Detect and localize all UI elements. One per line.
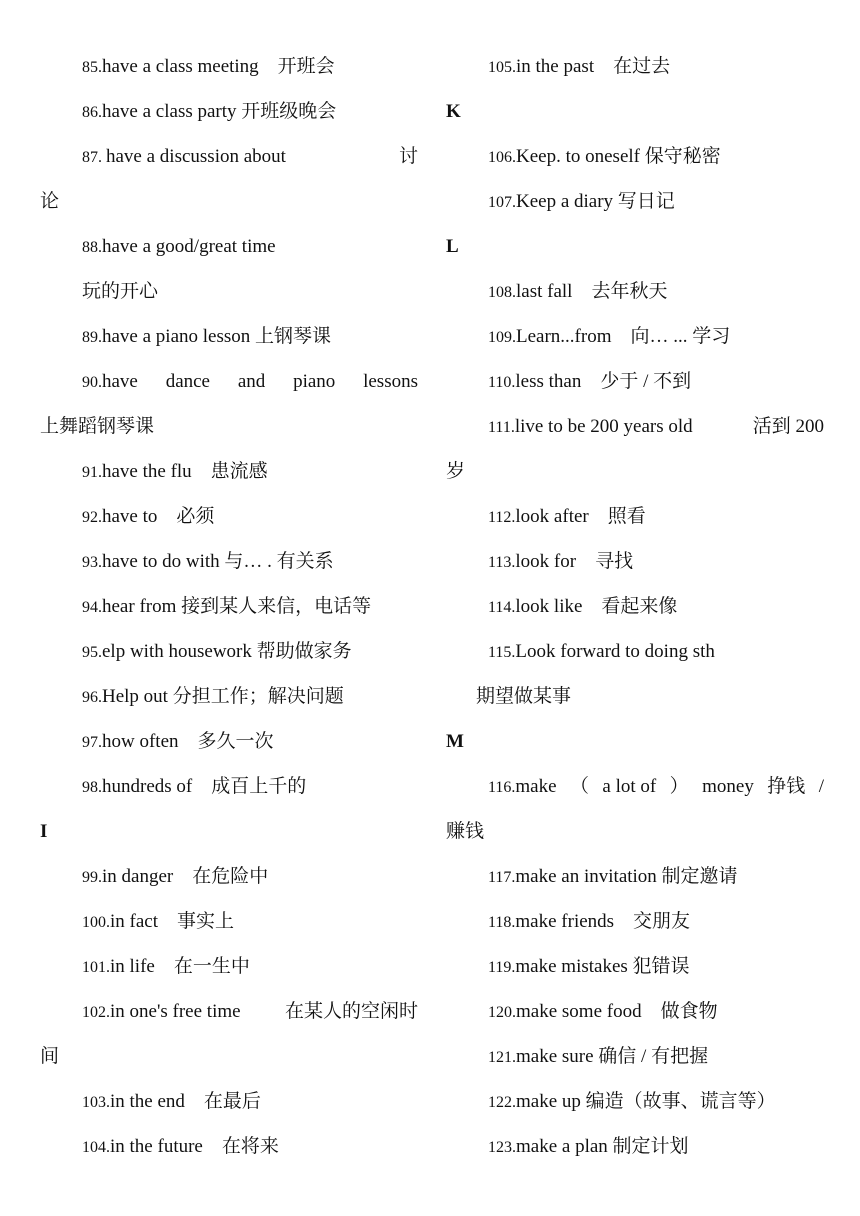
entry-text: in fact 事实上 [110, 911, 235, 932]
entry-word: piano [293, 371, 336, 392]
section-heading: L [446, 236, 459, 257]
entry-number: 106. [488, 149, 516, 166]
entry-continuation: 论 [40, 191, 60, 212]
entry-number: 86. [82, 104, 102, 121]
entry-number: 102. [82, 1004, 110, 1021]
phrase-entry [446, 944, 824, 989]
entry-text: make sure 确信 / 有把握 [516, 1046, 709, 1067]
entry-text: make friends 交朋友 [515, 911, 691, 932]
entry-text: make some food 做食物 [516, 1001, 718, 1022]
phrase-entry [446, 179, 824, 224]
entry-text: live to be 200 years old [514, 416, 693, 437]
entry-text: Keep. to oneself 保守秘密 [516, 146, 721, 167]
entry-text: last fall 去年秋天 [516, 281, 668, 302]
entry-number: 119. [488, 959, 516, 976]
entry-text: make a plan 制定计划 [516, 1136, 689, 1157]
phrase-entry [446, 134, 824, 179]
phrase-entry [40, 449, 418, 494]
phrase-entry [40, 899, 418, 944]
entry-text: have to do with 与… . 有关系 [102, 551, 334, 572]
section-heading: K [446, 101, 461, 122]
entry-text: make up 编造（故事、谎言等） [516, 1091, 776, 1112]
phrase-entry [40, 584, 418, 629]
entry-main [488, 404, 693, 449]
phrase-entry [40, 134, 418, 179]
phrase-entry [446, 989, 824, 1034]
section-heading: M [446, 731, 464, 752]
entry-number: 109. [488, 329, 516, 346]
entry-number: 89. [82, 329, 102, 346]
entry-number: 105. [488, 59, 516, 76]
entry-number: 107. [488, 194, 516, 211]
entry-continuation: 玩的开心 [82, 281, 159, 302]
entry-continuation: 上舞蹈钢琴课 [40, 416, 155, 437]
entry-text: make mistakes 犯错误 [515, 956, 690, 977]
phrase-entry [40, 854, 418, 899]
entry-number: 98. [82, 779, 102, 796]
entry-word: have [102, 371, 138, 392]
entry-continuation: 岁 [446, 461, 466, 482]
phrase-entry [40, 764, 418, 809]
phrase-entry [446, 314, 824, 359]
entry-text: have a class meeting 开班会 [102, 56, 335, 77]
entry-word: dance [165, 371, 210, 392]
entry-number: 85. [82, 59, 102, 76]
entry-number: 112. [488, 509, 516, 526]
entry-number: 115. [488, 644, 516, 661]
entry-number: 94. [82, 599, 102, 616]
phrase-entry [40, 224, 418, 269]
phrase-entry [40, 1079, 418, 1124]
phrase-entry [40, 629, 418, 674]
entry-number: 88. [82, 239, 102, 256]
entry-text: in danger 在危险中 [102, 866, 269, 887]
entry-number: 118. [488, 914, 516, 931]
entry-meaning: 在某人的空闲时 [284, 1001, 418, 1022]
phrase-entry [40, 359, 418, 404]
entry-number: 87. [82, 149, 106, 166]
entry-number: 110. [488, 374, 516, 391]
phrase-entry [446, 1124, 824, 1169]
entry-word: make [515, 776, 557, 797]
entry-number: 123. [488, 1139, 516, 1156]
phrase-entry [40, 1124, 418, 1169]
entry-number: 103. [82, 1094, 110, 1111]
phrase-entry [40, 89, 418, 134]
entry-text: less than 少于 / 不到 [515, 371, 692, 392]
entry-continuation: 期望做某事 [476, 686, 572, 707]
entry-text: elp with housework 帮助做家务 [102, 641, 352, 662]
entry-text: Help out 分担工作；解决问题 [102, 686, 344, 707]
entry-number: 101. [82, 959, 110, 976]
entry-number: 95. [82, 644, 102, 661]
entry-number: 96. [82, 689, 102, 706]
entry-text: in the future 在将来 [110, 1136, 279, 1157]
entry-main [82, 134, 286, 179]
entry-text: look for 寻找 [515, 551, 634, 572]
entry-main [82, 359, 138, 404]
phrase-entry [40, 44, 418, 89]
phrase-entry [40, 989, 418, 1034]
entry-text: look after 照看 [515, 506, 646, 527]
entry-number: 99. [82, 869, 102, 886]
phrase-entry [446, 269, 824, 314]
entry-number: 108. [488, 284, 516, 301]
entry-number: 116. [488, 779, 516, 796]
phrase-entry [40, 314, 418, 359]
entry-text: in one's free time [110, 1001, 241, 1022]
entry-text: Keep a diary 写日记 [516, 191, 675, 212]
entry-word: and [237, 371, 266, 392]
phrase-entry [446, 764, 824, 809]
entry-number: 122. [488, 1094, 516, 1111]
entry-text: how often 多久一次 [102, 731, 274, 752]
section-heading: I [40, 821, 48, 842]
entry-number: 104. [82, 1139, 110, 1156]
entry-number: 92. [82, 509, 102, 526]
entry-number: 111. [488, 419, 515, 436]
entry-number: 117. [488, 869, 516, 886]
entry-text: look like 看起来像 [515, 596, 678, 617]
entry-text: have the flu 患流感 [102, 461, 268, 482]
entry-text: in the past 在过去 [516, 56, 671, 77]
entry-continuation: 赚钱 [446, 821, 485, 842]
phrase-entry [446, 359, 824, 404]
entry-number: 93. [82, 554, 102, 571]
entry-main [488, 764, 557, 809]
entry-text: in the end 在最后 [110, 1091, 261, 1112]
entry-word: ） [669, 776, 689, 797]
entry-meaning: 讨 [398, 146, 418, 167]
entry-text: have a discussion about [106, 146, 286, 167]
entry-word: a lot of [602, 776, 657, 797]
phrase-entry [446, 494, 824, 539]
entry-meaning: 活到 200 [752, 416, 824, 437]
entry-text: hear from 接到某人来信，电话等 [102, 596, 372, 617]
phrase-entry [446, 854, 824, 899]
phrase-entry [40, 539, 418, 584]
entry-text: have a class party 开班级晚会 [102, 101, 337, 122]
entry-number: 114. [488, 599, 516, 616]
phrase-entry [446, 1079, 824, 1124]
entry-number: 100. [82, 914, 110, 931]
phrase-entry [446, 584, 824, 629]
phrase-entry [40, 674, 418, 719]
entry-number: 113. [488, 554, 516, 571]
entry-main [82, 989, 241, 1034]
phrase-entry [446, 539, 824, 584]
phrase-entry [40, 494, 418, 539]
phrase-entry [446, 44, 824, 89]
right-column [446, 44, 824, 1169]
entry-word: （ [569, 776, 589, 797]
phrase-entry [40, 944, 418, 989]
entry-text: Learn...from 向… ... 学习 [516, 326, 731, 347]
entry-text: have a piano lesson 上钢琴课 [102, 326, 332, 347]
entry-text: Look forward to doing sth [515, 641, 715, 662]
entry-word: 挣钱 [767, 776, 806, 797]
entry-number: 90. [82, 374, 102, 391]
left-column [40, 44, 418, 1169]
entry-text: make an invitation 制定邀请 [515, 866, 738, 887]
entry-word: / [818, 776, 824, 797]
entry-text: have to 必须 [102, 506, 215, 527]
phrase-entry [40, 719, 418, 764]
entry-word: lessons [363, 371, 418, 392]
entry-number: 91. [82, 464, 102, 481]
entry-word: money [702, 776, 754, 797]
entry-text: hundreds of 成百上千的 [102, 776, 307, 797]
entry-number: 120. [488, 1004, 516, 1021]
entry-text: have a good/great time [102, 236, 276, 257]
phrase-entry [446, 899, 824, 944]
phrase-entry [446, 629, 824, 674]
entry-number: 97. [82, 734, 102, 751]
entry-text: in life 在一生中 [110, 956, 250, 977]
entry-continuation: 间 [40, 1046, 60, 1067]
entry-number: 121. [488, 1049, 516, 1066]
phrase-entry [446, 404, 824, 449]
phrase-entry [446, 1034, 824, 1079]
